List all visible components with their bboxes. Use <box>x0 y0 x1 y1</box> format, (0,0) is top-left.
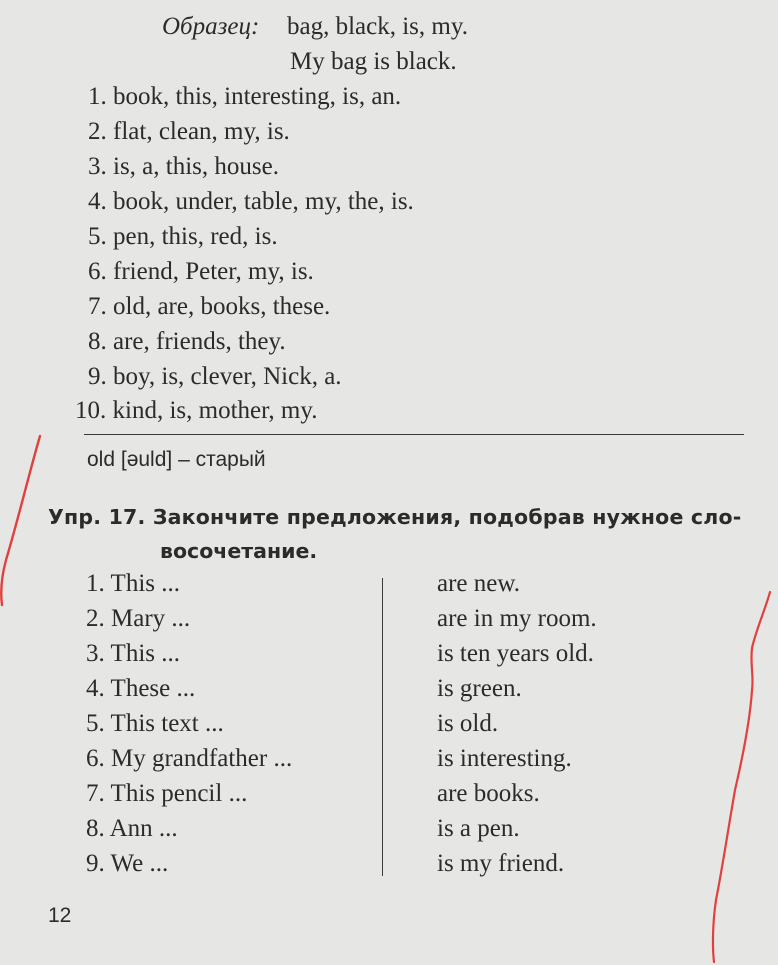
sentence-start: 7. This pencil ... <box>86 780 248 807</box>
example-sentence: My bag is black. <box>290 48 457 75</box>
sentence-ending: are books. <box>437 780 540 807</box>
exercise17-heading-continued: восочетание. <box>160 539 318 563</box>
list-item: 2. flat, clean, my, is. <box>88 118 290 145</box>
list-item: 4. book, under, table, my, the, is. <box>88 188 414 215</box>
sentence-ending: is interesting. <box>437 745 572 772</box>
sentence-start: 2. Mary ... <box>86 605 191 632</box>
sentence-ending: is old. <box>437 710 499 737</box>
left-margin-pen-mark <box>1 436 40 605</box>
list-item: 5. pen, this, red, is. <box>88 223 278 250</box>
example-words: bag, black, is, my. <box>287 13 468 40</box>
exercise17-heading: Упр. 17. Закончите предложения, подобрав нужное сло- <box>48 505 742 529</box>
sentence-ending: are in my room. <box>437 605 597 632</box>
example-label: Образец: <box>162 13 260 40</box>
sentence-ending: is green. <box>437 675 522 702</box>
list-item: 6. friend, Peter, my, is. <box>88 258 314 285</box>
sentence-ending: is my friend. <box>437 850 565 877</box>
sentence-ending: is a pen. <box>437 815 520 842</box>
list-item: 8. are, friends, they. <box>88 328 286 355</box>
list-item: 7. old, are, books, these. <box>88 293 331 320</box>
sentence-start: 1. This ... <box>86 570 180 597</box>
sentence-start: 6. My grandfather ... <box>86 745 293 772</box>
sentence-ending: are new. <box>437 570 521 597</box>
list-item: 3. is, a, this, house. <box>88 153 279 180</box>
sentence-start: 5. This text ... <box>86 710 224 737</box>
vocabulary-note: old [əuld] – старый <box>87 448 266 471</box>
sentence-start: 4. These ... <box>86 675 196 702</box>
list-item: 10. kind, is, mother, my. <box>75 397 318 424</box>
page-number: 12 <box>48 904 72 927</box>
list-item: 1. book, this, interesting, is, an. <box>88 83 402 110</box>
sentence-ending: is ten years old. <box>437 640 594 667</box>
sentence-start: 8. Ann ... <box>86 815 178 842</box>
list-item: 9. boy, is, clever, Nick, a. <box>88 363 342 390</box>
right-margin-pen-mark <box>713 592 770 962</box>
sentence-start: 3. This ... <box>86 640 180 667</box>
sentence-start: 9. We ... <box>86 850 169 877</box>
